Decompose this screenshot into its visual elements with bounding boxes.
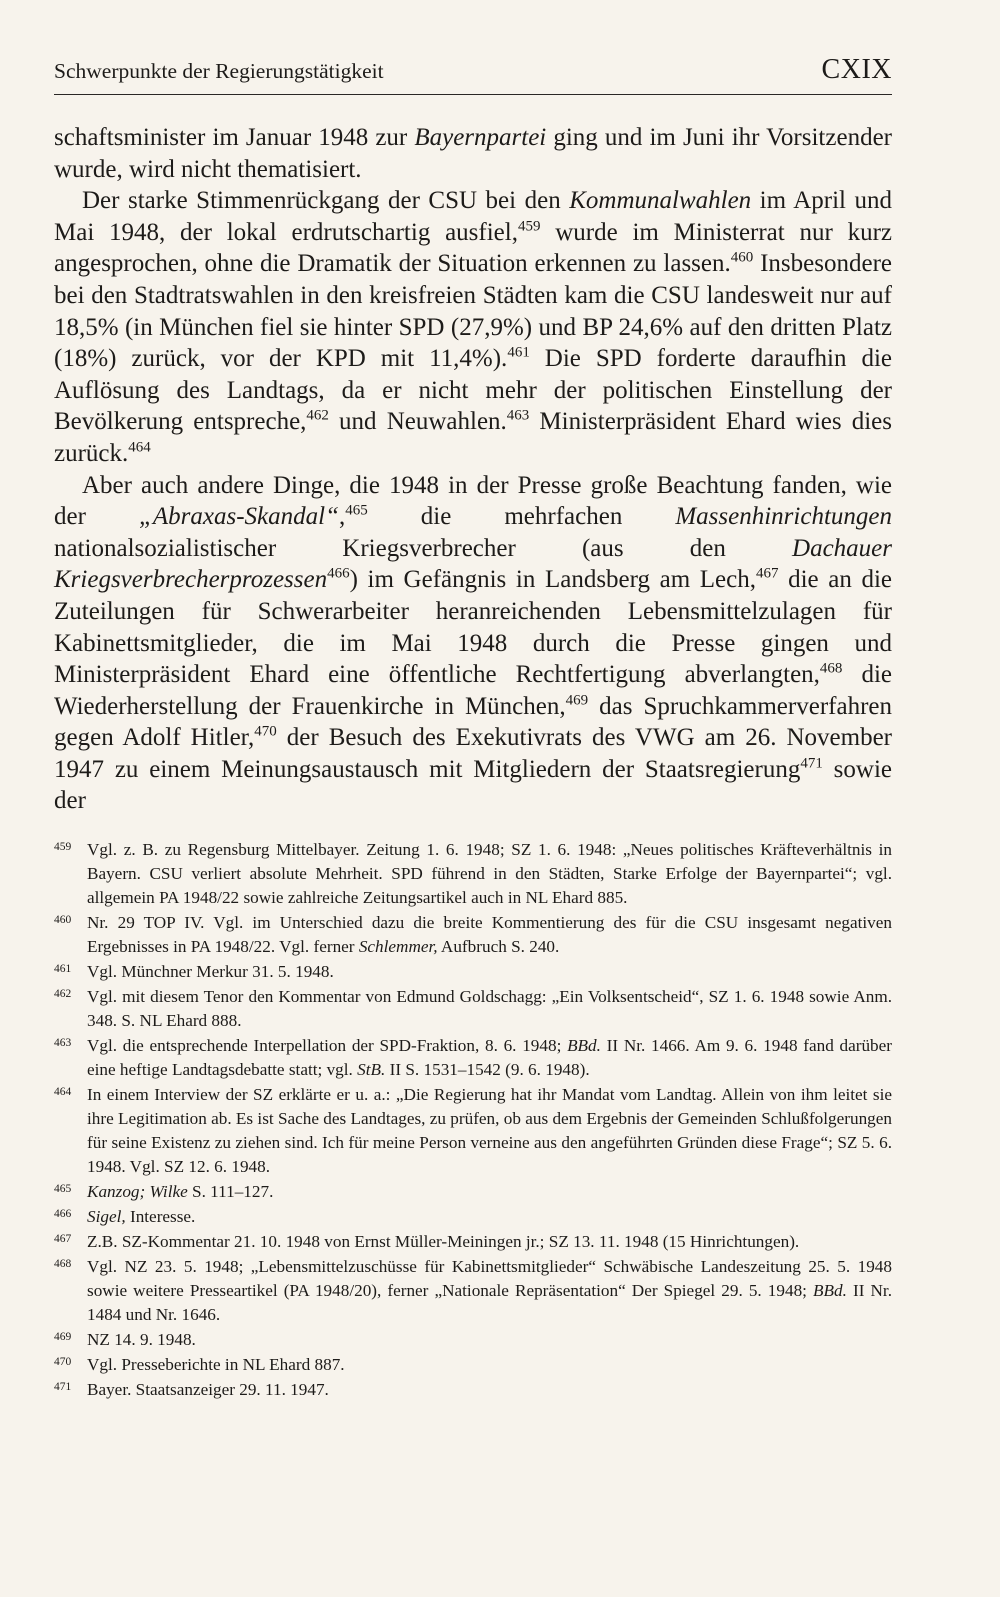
- footnote-463: [54, 1034, 892, 1082]
- footnote-text: Interesse.: [125, 1207, 196, 1226]
- text-run: die mehrfachen: [367, 503, 676, 531]
- text-run: Insbesondere bei den Stadtratswahlen in den kreisfreien Städten kam die CSU landesweit nur auf 18,5% (in München fiel sie hinter SPD (27,9%) und BP 24,6% auf den dritten Platz (18%) zurück, vor der KPD mit 11,4%).: [54, 250, 892, 373]
- footnote-text: In einem Interview der SZ erklärte er u. a.: „Die Regierung hat ihr Mandat vom Landtag. Allein von ihm leitet sie ihre Legitimation ab. Es ist Sache des Landtages, zu prüfen, ob aus dem Ergebnis der Gemeinden Schlußfolgerungen für seine Existenz zu ziehen sind. Ich für meine Person verneine aus den angeführten Gründen diese Frage“; SZ 5. 6. 1948. Vgl. SZ 12. 6. 1948.: [87, 1085, 892, 1176]
- footnote-text: Z.B. SZ-Kommentar 21. 10. 1948 von Ernst Müller-Meiningen jr.; SZ 13. 11. 1948 (15 Hinrichtungen).: [87, 1232, 800, 1251]
- footnote-ref[interactable]: 462: [306, 408, 329, 425]
- footnote-emphasis: BBd.: [813, 1281, 847, 1300]
- footnote-number: 471: [54, 1381, 72, 1393]
- text-run: die an die Zuteilungen für Schwerarbeiter heranreichenden Lebensmittelzulagen für Kabinettsmitglieder, die im Mai 1948 durch die Presse gingen und Ministerpräsident Ehard eine öffentliche Rechtfertigung abverlangten,: [54, 566, 893, 689]
- text-run: ging und im Juni ihr Vorsitzender wurde, wird nicht thematisiert.: [54, 124, 892, 183]
- footnote-470: [54, 1353, 892, 1377]
- footnote-emphasis: BBd.: [567, 1036, 601, 1055]
- footnote-461: [54, 960, 892, 984]
- footnote-number: 465: [54, 1183, 72, 1195]
- footnote-emphasis: StB.: [357, 1060, 386, 1079]
- page-number: CXIX: [821, 54, 892, 85]
- footnote-466: [54, 1205, 892, 1229]
- footnote-number: 463: [54, 1037, 72, 1049]
- text-run: Ministerpräsident Ehard wies dies zurück.: [54, 408, 892, 467]
- footnote-ref[interactable]: 461: [507, 344, 530, 361]
- text-run: ,: [338, 503, 346, 531]
- text-run: Die SPD forderte daraufhin die Auflösung des Landtags, da er nicht mehr der politischen Einstellung der Bevölkerung entspreche,: [54, 345, 893, 436]
- footnote-ref[interactable]: 468: [819, 660, 843, 677]
- footnote-text: Vgl. mit diesem Tenor den Kommentar von Edmund Goldschagg: „Ein Volksentscheid“, SZ 1. 6. 1948 sowie Anm. 348. S. NL Ehard 888.: [87, 987, 892, 1030]
- footnote-number: 470: [54, 1356, 72, 1368]
- text-run: im April und Mai 1948, der lokal erdrutschartig ausfiel,: [54, 187, 892, 246]
- running-header: [54, 56, 892, 95]
- footnote-468: [54, 1255, 892, 1327]
- emphasis: Dachauer Kriegsverbrecherprozessen: [54, 534, 892, 594]
- footnote-text: Vgl. z. B. zu Regensburg Mittelbayer. Zeitung 1. 6. 1948; SZ 1. 6. 1948: „Neues politisches Kräfteverhältnis in Bayern. CSU verliert absolute Mehrheit. SPD führend in den Städten, Starke Erfolge der Bayernpartei“; vgl. allgemein PA 1948/22 sowie zahlreiche Zeitungsartikel auch in NL Ehard 885.: [87, 840, 892, 907]
- footnote-text: II Nr. 1484 und Nr. 1646.: [87, 1281, 892, 1324]
- running-head-title: Schwerpunkte der Regierungstätigkeit: [54, 59, 384, 83]
- footnote-ref[interactable]: 465: [345, 502, 368, 519]
- text-run: wurde im Ministerrat nur kurz angesprochen, ohne die Dramatik der Situation erkennen zu lassen.: [54, 218, 893, 278]
- text-run: die Wiederherstellung der Frauenkirche in München,: [54, 661, 892, 720]
- footnote-number: 466: [54, 1208, 72, 1220]
- footnote-text: S. 111–127.: [187, 1182, 274, 1201]
- text-run: schaftsminister im Januar 1948 zur: [54, 124, 415, 151]
- footnote-number: 467: [54, 1233, 72, 1245]
- main-text: [54, 122, 892, 817]
- emphasis: Kommunalwahlen: [569, 187, 752, 215]
- footnote-text: Vgl. die entsprechende Interpellation der SPD-Fraktion, 8. 6. 1948;: [87, 1036, 568, 1055]
- footnote-464: [54, 1083, 892, 1179]
- text-run: das Spruchkammerverfahren gegen Adolf Hitler,: [54, 692, 892, 752]
- footnote-ref[interactable]: 471: [800, 755, 823, 772]
- footnote-ref[interactable]: 466: [327, 565, 350, 582]
- footnote-emphasis: Kanzog; Wilke: [87, 1182, 188, 1201]
- footnote-text: NZ 14. 9. 1948.: [87, 1330, 196, 1349]
- footnote-number: 464: [54, 1086, 72, 1098]
- paragraph-1: [54, 122, 892, 185]
- footnote-number: 469: [54, 1331, 72, 1343]
- footnote-text: Vgl. Presseberichte in NL Ehard 887.: [87, 1355, 345, 1374]
- footnote-number: 460: [54, 914, 72, 926]
- paragraph-3: [54, 470, 892, 818]
- emphasis: Bayernpartei: [414, 124, 547, 151]
- footnote-ref[interactable]: 459: [517, 218, 541, 235]
- footnote-ref[interactable]: 460: [730, 250, 754, 267]
- footnote-469: [54, 1328, 892, 1352]
- footnote-465: [54, 1180, 892, 1204]
- footnote-text: Vgl. NZ 23. 5. 1948; „Lebensmittelzuschüsse für Kabinettsmitglieder“ Schwäbische Landeszeitung 25. 5. 1948 sowie weitere Presseartikel (PA 1948/20), ferner „Nationale Repräsentation“ Der Spiegel 29. 5. 1948;: [87, 1257, 892, 1300]
- footnote-text: Aufbruch S. 240.: [437, 937, 560, 956]
- text-run: Aber auch andere Dinge, die 1948 in der Presse große Beachtung fanden, wie der: [54, 471, 892, 531]
- footnote-text: II S. 1531–1542 (9. 6. 1948).: [385, 1060, 590, 1079]
- footnote-ref[interactable]: 464: [128, 439, 151, 456]
- footnote-number: 462: [54, 988, 72, 1000]
- footnote-text: II Nr. 1466. Am 9. 6. 1948 fand darüber eine heftige Landtagsdebatte statt; vgl.: [87, 1036, 892, 1079]
- footnote-text: Bayer. Staatsanzeiger 29. 11. 1947.: [87, 1380, 329, 1399]
- footnote-459: [54, 838, 892, 910]
- footnote-emphasis: Sigel,: [87, 1207, 126, 1226]
- footnote-emphasis: Schlemmer,: [358, 937, 438, 956]
- paragraph-2: [54, 185, 892, 469]
- footnote-462: [54, 985, 892, 1033]
- emphasis: Massenhinrichtungen: [675, 503, 892, 531]
- footnote-number: 459: [54, 841, 72, 853]
- footnote-ref[interactable]: 470: [254, 723, 277, 740]
- footnote-471: [54, 1378, 892, 1402]
- text-run: Der starke Stimmenrückgang der CSU bei den: [82, 187, 570, 215]
- footnote-ref[interactable]: 467: [756, 565, 779, 582]
- text-run: sowie der: [54, 755, 892, 815]
- footnote-467: [54, 1230, 892, 1254]
- footnote-text: Vgl. Münchner Merkur 31. 5. 1948.: [87, 962, 334, 981]
- footnotes: [54, 838, 892, 1403]
- footnote-ref[interactable]: 469: [565, 692, 589, 709]
- text-run: nationalsozialistischer Kriegsverbrecher (aus den: [54, 534, 793, 562]
- emphasis: „Abraxas-Skandal“: [138, 503, 339, 531]
- footnote-number: 461: [54, 963, 72, 975]
- footnote-460: [54, 911, 892, 959]
- footnote-text: Nr. 29 TOP IV. Vgl. im Unterschied dazu die breite Kommentierung des für die CSU insgesamt negativen Ergebnisses in PA 1948/22. Vgl. ferner: [87, 913, 892, 956]
- footnote-number: 468: [54, 1258, 72, 1270]
- text-run: und Neuwahlen.: [328, 408, 507, 436]
- text-run: der Besuch des Exekutivrats des VWG am 26. November 1947 zu einem Meinungsaustausch mit Mitgliedern der Staatsregierung: [54, 724, 893, 783]
- footnote-ref[interactable]: 463: [506, 408, 530, 425]
- text-run: ) im Gefängnis in Landsberg am Lech,: [349, 566, 756, 594]
